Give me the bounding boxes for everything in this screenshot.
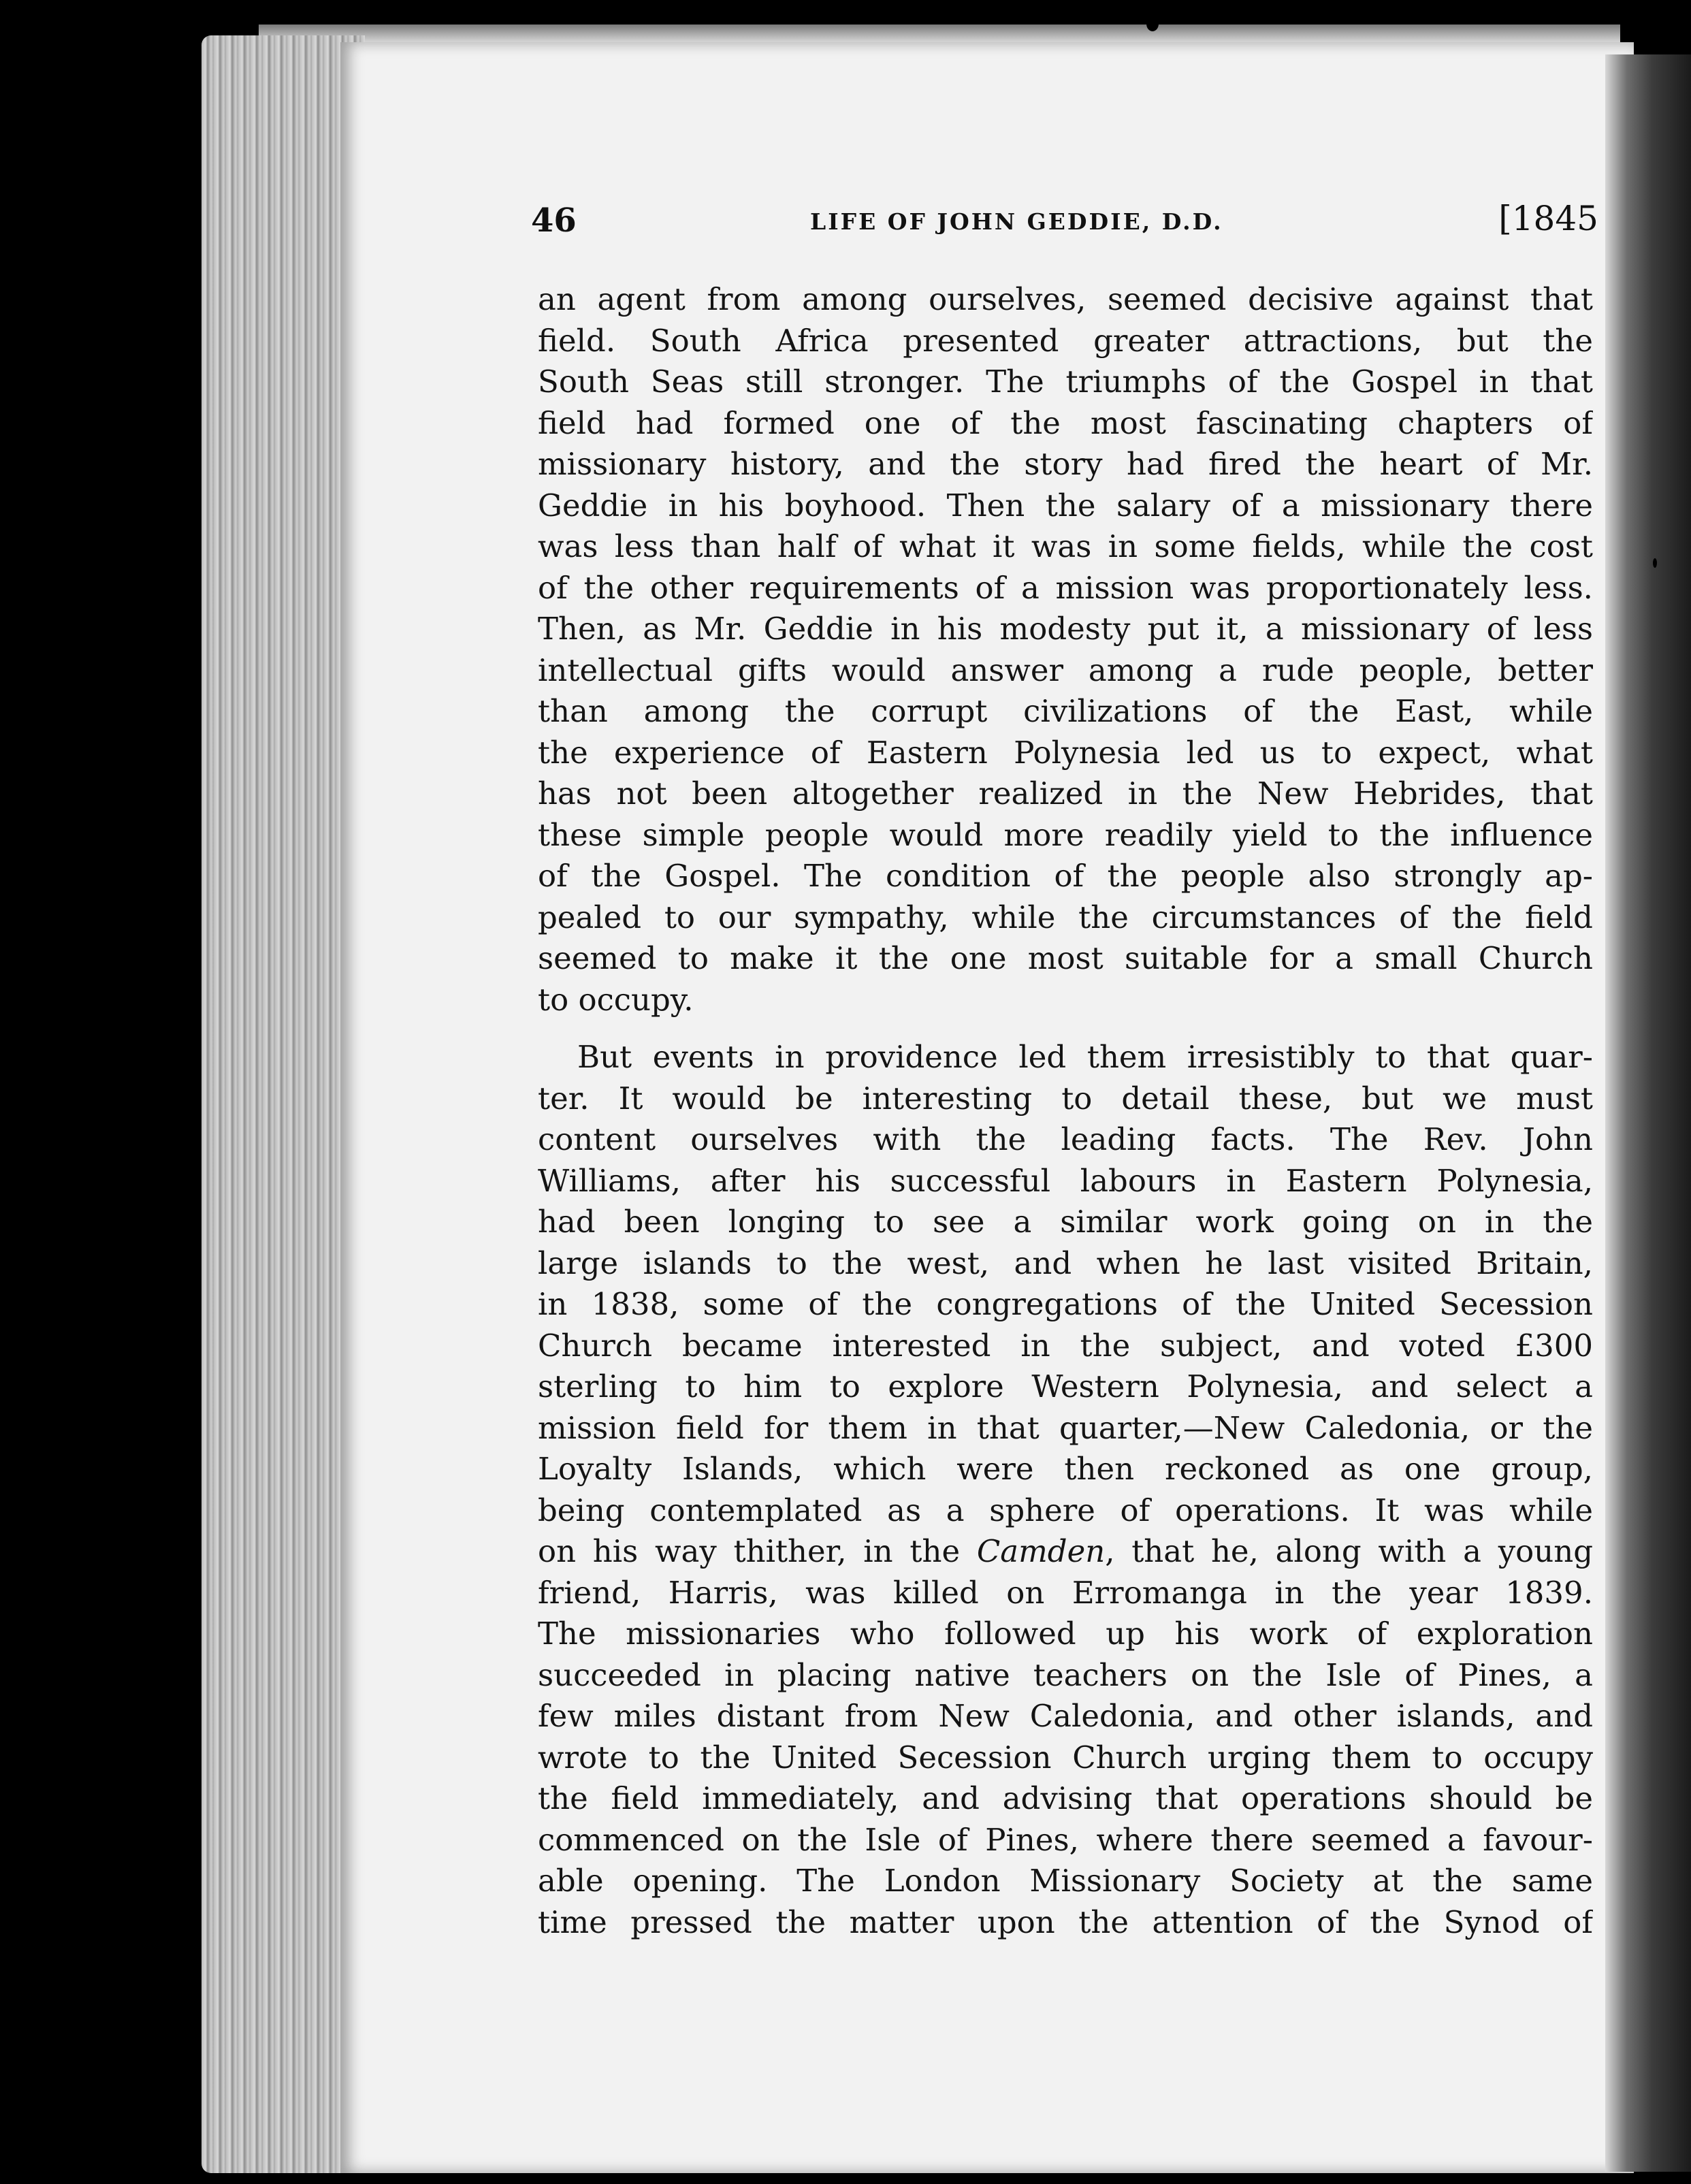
text-line: time pressed the matter upon the attention of the Synod of bbox=[538, 1904, 1593, 1940]
text-line: Then, as Mr. Geddie in his modesty put it, a missionary of less bbox=[538, 611, 1593, 647]
text-line: these simple people would more readily yield to the influence bbox=[538, 816, 1593, 853]
text-line: wrote to the United Secession Church urging them to occupy bbox=[538, 1739, 1593, 1776]
text-line: sterling to him to explore Western Polynesia, and select a bbox=[538, 1368, 1593, 1404]
page-number: 46 bbox=[531, 202, 577, 240]
dust-speck bbox=[1146, 16, 1159, 31]
paragraph-2 bbox=[538, 1037, 1593, 1943]
text-line: field had formed one of the most fascinating chapters of bbox=[538, 404, 1593, 441]
text-line: Williams, after his successful labours in Eastern Polynesia, bbox=[538, 1162, 1593, 1199]
text-line: friend, Harris, was killed on Erromanga in the year 1839. bbox=[538, 1574, 1593, 1611]
text-line: able opening. The London Missionary Society at the same bbox=[538, 1863, 1593, 1899]
text-line: large islands to the west, and when he last visited Britain, bbox=[538, 1244, 1593, 1281]
text-line: South Seas still stronger. The triumphs of the Gospel in that bbox=[538, 364, 1593, 400]
body-text bbox=[538, 279, 1593, 1943]
text-line: few miles distant from New Caledonia, and other islands, and bbox=[538, 1698, 1593, 1734]
italic-ship-name: Camden bbox=[976, 1533, 1106, 1569]
text-line: than among the corrupt civilizations of the East, while bbox=[538, 693, 1593, 729]
text-line: Loyalty Islands, which were then reckoned as one group, bbox=[538, 1451, 1593, 1487]
text-line: field. South Africa presented greater attractions, but the bbox=[538, 322, 1593, 359]
text-line: was less than half of what it was in some fields, while the cost bbox=[538, 528, 1593, 564]
text-line: of the other requirements of a mission was proportionately less. bbox=[538, 569, 1593, 606]
text-line: But events in providence led them irresistibly to that quar- bbox=[577, 1039, 1593, 1075]
dust-speck bbox=[1653, 558, 1657, 568]
text-line: the field immediately, and advising that operations should be bbox=[538, 1780, 1593, 1816]
text-line: content ourselves with the leading facts. The Rev. John bbox=[538, 1121, 1593, 1157]
text-line: of the Gospel. The condition of the people also strongly ap- bbox=[538, 858, 1593, 894]
binding-shadow bbox=[1605, 54, 1691, 2172]
text-line: pealed to our sympathy, while the circumstances of the field bbox=[538, 899, 1593, 935]
text-line: commenced on the Isle of Pines, where there seemed a favour- bbox=[538, 1821, 1593, 1858]
text-line: on his way thither, in the Camden, that he, along with a young bbox=[538, 1533, 1593, 1569]
text-line: in 1838, some of the congregations of the United Secession bbox=[538, 1286, 1593, 1322]
text-line: Church became interested in the subject, and voted £300 bbox=[538, 1327, 1593, 1364]
text-line: intellectual gifts would answer among a rude people, better bbox=[538, 652, 1593, 688]
text-line: The missionaries who followed up his work of exploration bbox=[538, 1616, 1593, 1652]
text-line: ter. It would be interesting to detail these, but we must bbox=[538, 1080, 1593, 1117]
text-line: had been longing to see a similar work going on in the bbox=[538, 1204, 1593, 1240]
header-year: [1845 bbox=[1498, 199, 1598, 238]
text-line: an agent from among ourselves, seemed decisive against that bbox=[538, 281, 1593, 317]
text-line: has not been altogether realized in the New Hebrides, that bbox=[538, 775, 1593, 812]
text-line: being contemplated as a sphere of operations. It was while bbox=[538, 1492, 1593, 1528]
text-line: seemed to make it the one most suitable for a small Church bbox=[538, 940, 1593, 976]
text-line: to occupy. bbox=[538, 981, 694, 1018]
text-line: mission field for them in that quarter,—New Caledonia, or the bbox=[538, 1409, 1593, 1446]
running-header bbox=[531, 199, 1600, 249]
paragraph-1 bbox=[538, 279, 1593, 1021]
text-line: Geddie in his boyhood. Then the salary of a missionary there bbox=[538, 487, 1593, 524]
running-title: LIFE OF JOHN GEDDIE, D.D. bbox=[810, 208, 1223, 235]
text-line: the experience of Eastern Polynesia led us to expect, what bbox=[538, 734, 1593, 771]
text-line: missionary history, and the story had fired the heart of Mr. bbox=[538, 446, 1593, 482]
text-line: succeeded in placing native teachers on the Isle of Pines, a bbox=[538, 1656, 1593, 1693]
